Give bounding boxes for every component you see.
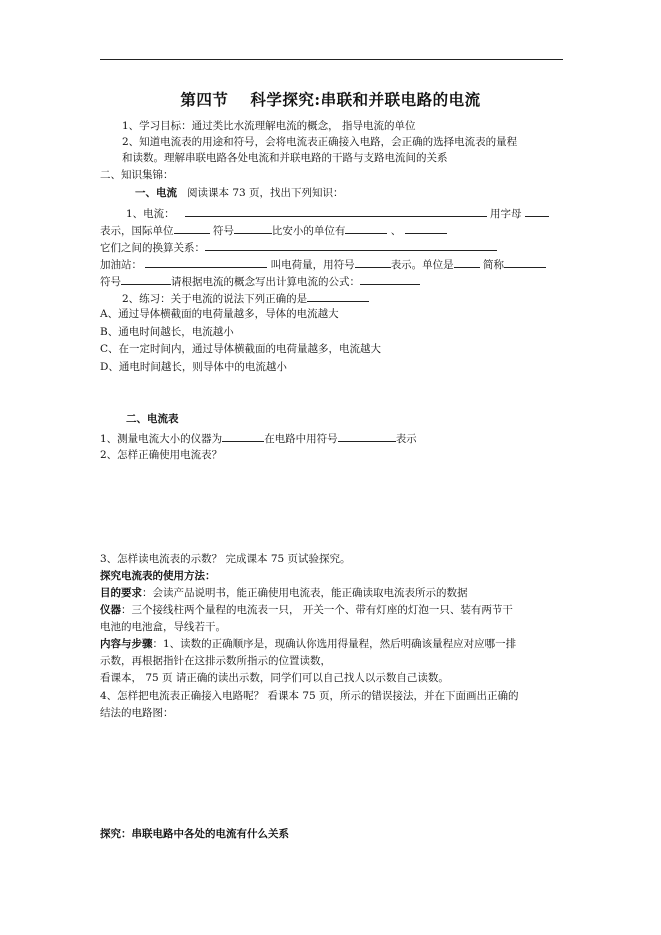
purpose-line <box>100 586 468 600</box>
blank-si-unit[interactable] <box>174 222 210 234</box>
current-line-1 <box>126 205 549 221</box>
equipment-text-1: ：三个接线柱两个量程的电流表一只， 开关一个、带有灯座的灯泡一只、装有两节干 <box>121 604 513 616</box>
option-c: C、在一定时间内，通过导体横截面的电荷量越多，电流越大 <box>100 343 382 355</box>
steps-line-2: 示数，再根据指针在这排示数所指示的位置读数， <box>100 655 331 667</box>
current-line-4 <box>100 256 546 272</box>
practice-line <box>122 290 369 306</box>
charge-unit-label: 表示。单位是 <box>390 259 454 271</box>
blank-charge-symbol[interactable] <box>355 256 391 268</box>
purpose-label: 目的要求 <box>100 587 142 599</box>
steps-line-1 <box>100 637 516 651</box>
symbol2-label: 符号 <box>100 276 121 288</box>
q1-instrument-label: 1、测量电流大小的仪器为 <box>100 433 223 445</box>
ammeter-q2: 2、怎样正确使用电流表？ <box>100 449 223 461</box>
purpose-text: ：会读产品说明书，能正确使用电流表，能正确读取电流表所示的数据 <box>142 587 468 599</box>
current-line-2 <box>100 222 447 238</box>
smaller-units-label: 比安小的单位有 <box>271 225 346 237</box>
q1-symbol-label: 在电路中用符号 <box>264 433 338 445</box>
current-letter-label: 用字母 <box>490 208 522 220</box>
blank-practice-answer[interactable] <box>307 290 369 302</box>
blank-current-letter[interactable] <box>525 205 549 217</box>
conversion-label: 它们之间的换算关系： <box>100 242 205 254</box>
current-line-3 <box>100 239 497 255</box>
goals-line-3: 和读数。理解串联电路各处电流和并联电路的干路与支路电流间的关系 <box>122 152 448 164</box>
ammeter-q3: 3、怎样读电流表的示数？ 完成课本 75 页试验探究。 <box>100 553 351 565</box>
blank-smaller-unit-2[interactable] <box>405 222 447 234</box>
ammeter-heading: 二、电流表 <box>126 413 179 425</box>
current-instruction: 阅读课本 73 页，找出下列知识： <box>187 187 344 199</box>
blank-symbol[interactable] <box>234 222 272 234</box>
separator: 、 <box>390 225 402 237</box>
knowledge-heading: 二、知识集锦： <box>100 169 174 181</box>
equipment-label: 仪器 <box>100 604 121 616</box>
blank-conversion[interactable] <box>205 239 497 251</box>
blank-smaller-unit-1[interactable] <box>345 222 387 234</box>
option-b: B、通电时间越长，电流越小 <box>100 326 234 338</box>
current-heading: 一、电流 <box>135 187 177 199</box>
q1-tail: 表示 <box>395 433 417 445</box>
blank-formula[interactable] <box>360 273 420 285</box>
option-a: A、通过导体横截面的电荷量越多，导体的电流越大 <box>100 308 339 320</box>
goals-line-1: 1、学习目标：通过类比水流理解电流的概念， 指导电流的单位 <box>122 120 416 132</box>
ammeter-q4-line-2: 结法的电路图： <box>100 707 174 719</box>
charge-label: 叫电荷量，用符号 <box>270 259 355 271</box>
practice-question: 2、练习：关于电流的说法下列正确的是 <box>122 293 308 305</box>
explore-title: 探究电流表的使用方法： <box>100 570 216 582</box>
ammeter-q1 <box>100 430 417 446</box>
blank-charge-unit-symbol[interactable] <box>121 273 171 285</box>
equipment-line-1 <box>100 603 513 617</box>
steps-text-1: ：1、读数的正确顺序是，现确认你选用得量程，然后明确该量程应对应哪一排 <box>152 638 517 650</box>
option-d: D、通电时间越长，则导体中的电流越小 <box>100 361 287 373</box>
gas-station-label: 加油站： <box>100 259 142 271</box>
blank-charge-def[interactable] <box>145 256 267 268</box>
current-heading-line <box>135 186 344 200</box>
si-unit-label: 表示，国际单位 <box>100 225 174 237</box>
page-title <box>0 88 661 110</box>
explore2-heading: 探究：串联电路中各处的电流有什么关系 <box>100 828 289 840</box>
goals-line-2: 2、知道电流表的用途和符号，会将电流表正确接入电路，会正确的选择电流表的量程 <box>122 136 518 148</box>
blank-instrument[interactable] <box>222 430 264 442</box>
blank-abbrev[interactable] <box>504 256 546 268</box>
header-rule <box>100 59 563 60</box>
current-line-5 <box>100 273 420 289</box>
formula-label: 请根据电流的概念写出计算电流的公式： <box>171 276 360 288</box>
equipment-line-2: 电池的电池盒，导线若干。 <box>100 621 226 633</box>
title-text: 科学探究:串联和并联电路的电流 <box>250 90 481 109</box>
blank-current-def[interactable] <box>185 205 487 217</box>
steps-label: 内容与步骤 <box>100 638 153 650</box>
blank-charge-unit[interactable] <box>454 256 480 268</box>
ammeter-q4-line-1: 4、怎样把电流表正确接入电路呢？ 看课本 75 页，所示的错误接法，并在下面画出正确的 <box>100 690 519 702</box>
blank-ammeter-symbol[interactable] <box>338 430 396 442</box>
steps-line-3: 看课本， 75 页 请正确的读出示数，同学们可以自己找人以示数自己读数。 <box>100 672 449 684</box>
current-def-label: 1、电流： <box>126 208 175 220</box>
abbrev-label: 简称 <box>483 259 505 271</box>
symbol-label: 符号 <box>212 225 234 237</box>
section-number: 第四节 <box>180 90 229 109</box>
